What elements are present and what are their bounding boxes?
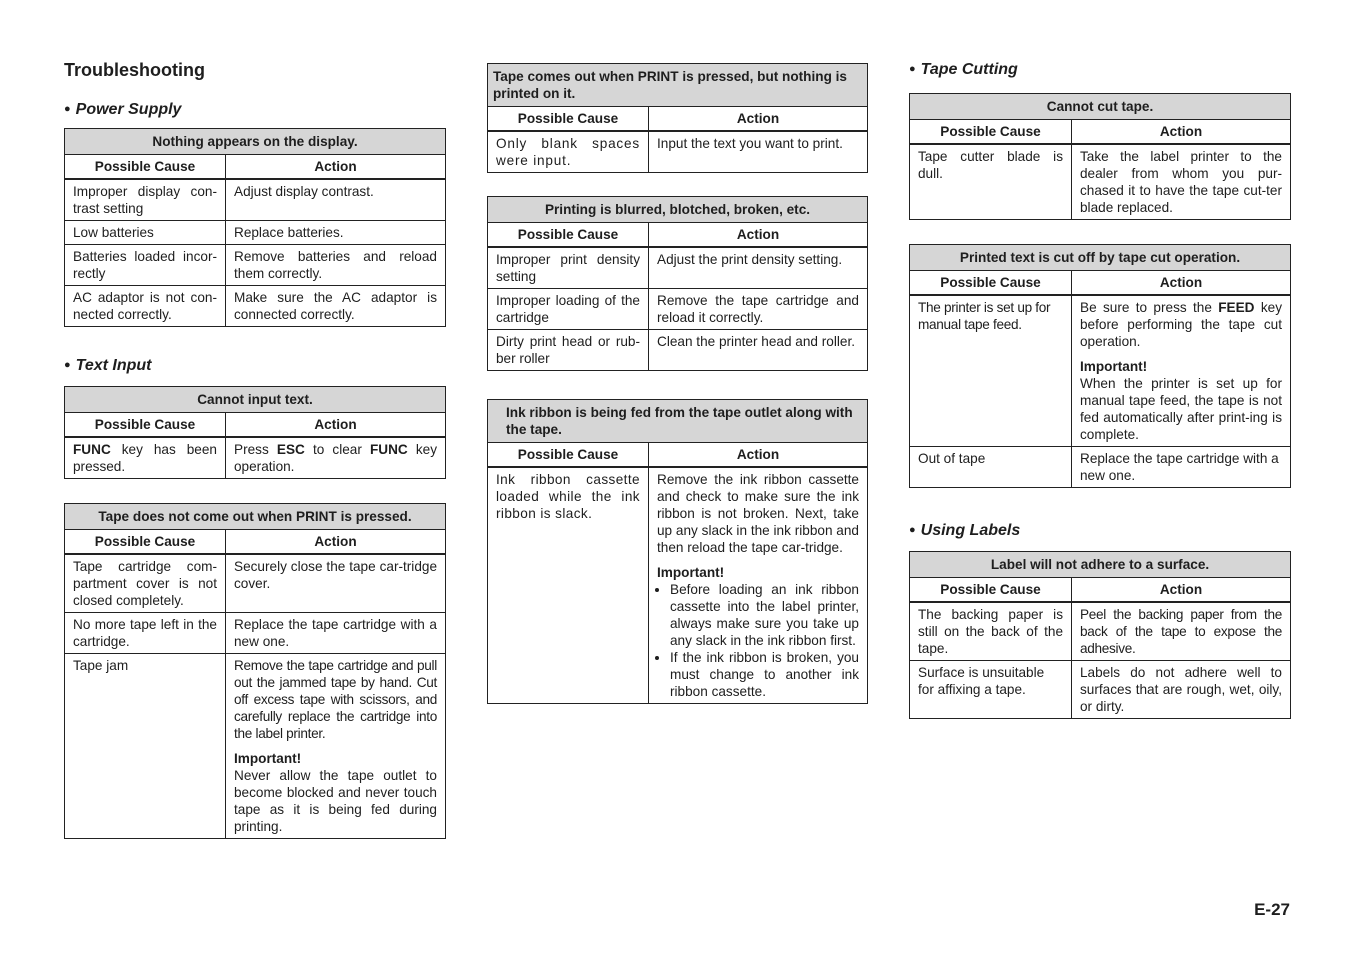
column-header-action: Action — [649, 107, 868, 132]
column-header-cause: Possible Cause — [65, 530, 226, 555]
action-text: Remove the ink ribbon cassette and check to make sure the ink ribbon is not broken. Next, take up any slack in the ink ribbon and then reload the tape car-tridge. — [657, 472, 859, 555]
column-header-action: Action — [226, 530, 446, 555]
list-item: • If the ink ribbon is broken, you must change to another ink ribbon cassette. — [670, 649, 859, 700]
cause-cell: Dirty print head or rub-ber roller — [488, 330, 649, 371]
table-row — [65, 245, 446, 286]
table-row — [65, 221, 446, 245]
important-label: Important! — [1080, 359, 1148, 374]
cause-cell: No more tape left in the cartridge. — [65, 613, 226, 654]
cause-cell: Ink ribbon cassette loaded while the ink ribbon is slack. — [488, 467, 649, 704]
table-title: Nothing appears on the display. — [65, 129, 446, 155]
column-header-cause: Possible Cause — [910, 578, 1072, 603]
table-row — [65, 437, 446, 479]
table-title: Ink ribbon is being fed from the tape outlet along with the tape. — [488, 400, 868, 443]
table-title: Cannot cut tape. — [910, 94, 1291, 120]
table-title: Cannot input text. — [65, 387, 446, 413]
page-title: Troubleshooting — [64, 60, 205, 80]
table-row — [488, 330, 868, 371]
column-header-cause: Possible Cause — [910, 120, 1072, 145]
section-title: Tape Cutting — [920, 61, 1018, 78]
section-title: Power Supply — [75, 101, 182, 118]
action-cell: Adjust display contrast. — [226, 179, 446, 221]
column-header-action: Action — [1072, 120, 1291, 145]
table-title: Tape does not come out when PRINT is pressed. — [65, 504, 446, 530]
key-name: FUNC — [369, 442, 408, 457]
action-cell: Remove batteries and reload them correctly. — [226, 245, 446, 286]
action-cell: Make sure the AC adaptor is connected correctly. — [226, 286, 446, 327]
action-cell — [226, 437, 446, 479]
column-header-action: Action — [649, 443, 868, 468]
action-text: to clear — [304, 442, 370, 457]
table-row — [910, 295, 1291, 447]
table-row — [910, 661, 1291, 719]
action-cell: Remove the tape cartridge and reload it correctly. — [649, 289, 868, 330]
important-label: Important! — [657, 565, 725, 580]
table-row — [910, 144, 1291, 220]
cause-cell: Low batteries — [65, 221, 226, 245]
table-title: Printing is blurred, blotched, broken, etc. — [488, 197, 868, 223]
action-cell: Replace batteries. — [226, 221, 446, 245]
cause-cell — [65, 437, 226, 479]
section-heading-tape-cutting — [909, 61, 1018, 79]
action-cell: Replace the tape cartridge with a new one. — [226, 613, 446, 654]
table-row — [910, 447, 1291, 488]
action-text: Remove the tape cartridge and pull out the jammed tape by hand. Cut off excess tape with scissors, and carefully replace the cartridge into the label printer. — [234, 658, 437, 741]
tape-no-output-table — [64, 503, 446, 839]
table-row — [65, 613, 446, 654]
cause-cell: AC adaptor is not con-nected correctly. — [65, 286, 226, 327]
column-header-action: Action — [226, 155, 446, 180]
column-header-cause: Possible Cause — [488, 223, 649, 248]
power-supply-table — [64, 128, 446, 327]
column-header-action: Action — [649, 223, 868, 248]
important-label: Important! — [234, 751, 302, 766]
cause-cell: Improper loading of the cartridge — [488, 289, 649, 330]
action-cell — [649, 467, 868, 704]
action-text: key operation. — [234, 442, 438, 474]
table-row — [488, 467, 868, 704]
bullet-icon: ● — [64, 359, 71, 371]
blurred-print-table — [487, 196, 868, 371]
column-header-cause: Possible Cause — [65, 155, 226, 180]
bullet-icon: ● — [909, 524, 916, 536]
section-title: Text Input — [75, 357, 152, 374]
cause-cell: Surface is unsuitable for affixing a tape. — [910, 661, 1072, 719]
action-cell — [1072, 295, 1291, 447]
cause-cell: Batteries loaded incor-rectly — [65, 245, 226, 286]
action-text — [1080, 299, 1282, 350]
column-header-action: Action — [1072, 578, 1291, 603]
table-row — [488, 289, 868, 330]
action-cell: Replace the tape cartridge with a new one. — [1072, 447, 1291, 488]
text-cut-off-table — [909, 244, 1291, 488]
list-item: • Before loading an ink ribbon cassette into the label printer, always make sure you take up any slack in the ink ribbon first. — [670, 581, 859, 649]
action-text-part: key before performing the tape cut operation. — [1080, 300, 1282, 349]
cause-text: key has been pressed. — [73, 442, 217, 474]
table-row — [488, 247, 868, 289]
table-title: Label will not adhere to a surface. — [910, 552, 1291, 578]
column-header-cause: Possible Cause — [65, 413, 226, 438]
bullet-icon: ● — [64, 103, 71, 115]
text-input-table — [64, 386, 446, 479]
action-text: Press — [234, 442, 277, 457]
action-cell — [226, 654, 446, 839]
table-row — [488, 131, 868, 173]
cause-cell: Tape jam — [65, 654, 226, 839]
cause-cell: The backing paper is still on the back of the tape. — [910, 602, 1072, 661]
table-title: Tape comes out when PRINT is pressed, but nothing is printed on it. — [488, 64, 868, 107]
cause-cell: Improper display con-trast setting — [65, 179, 226, 221]
action-cell: Adjust the print density setting. — [649, 247, 868, 289]
cause-cell: Out of tape — [910, 447, 1072, 488]
action-cell: Clean the printer head and roller. — [649, 330, 868, 371]
key-name: FEED — [1218, 300, 1255, 315]
important-text: When the printer is set up for manual tape feed, the tape is not fed automatically after print-ing is complete. — [1080, 376, 1282, 442]
column-header-cause: Possible Cause — [488, 443, 649, 468]
key-name: FUNC — [73, 442, 111, 457]
section-title: Using Labels — [920, 522, 1021, 539]
table-row — [65, 554, 446, 613]
table-row — [65, 654, 446, 839]
section-heading-power-supply — [64, 101, 181, 119]
cause-cell: Tape cutter blade is dull. — [910, 144, 1072, 220]
column-header-action: Action — [226, 413, 446, 438]
action-cell: Peel the backing paper from the back of the tape to expose the adhesive. — [1072, 602, 1291, 661]
cause-cell: Improper print density setting — [488, 247, 649, 289]
nothing-printed-table — [487, 63, 868, 173]
action-cell: Securely close the tape car-tridge cover. — [226, 554, 446, 613]
ink-ribbon-table — [487, 399, 868, 704]
action-cell: Labels do not adhere well to surfaces that are rough, wet, oily, or dirty. — [1072, 661, 1291, 719]
cause-cell: Tape cartridge com-partment cover is not closed completely. — [65, 554, 226, 613]
important-list — [657, 581, 859, 700]
action-text-part: Be sure to press the — [1080, 300, 1219, 315]
cannot-cut-table — [909, 93, 1291, 220]
table-row — [910, 602, 1291, 661]
table-title: Printed text is cut off by tape cut operation. — [910, 245, 1291, 271]
column-header-cause: Possible Cause — [488, 107, 649, 132]
section-heading-using-labels — [909, 522, 1020, 540]
column-header-cause: Possible Cause — [910, 271, 1072, 296]
page-number: E-27 — [1254, 900, 1290, 919]
label-adhere-table — [909, 551, 1291, 719]
cause-cell: The printer is set up for manual tape feed. — [910, 295, 1072, 447]
table-row — [65, 179, 446, 221]
column-header-action: Action — [1072, 271, 1291, 296]
action-cell: Input the text you want to print. — [649, 131, 868, 173]
key-name: ESC — [276, 442, 305, 457]
section-heading-text-input — [64, 357, 152, 375]
bullet-icon: ● — [909, 63, 916, 75]
table-row — [65, 286, 446, 327]
action-cell: Take the label printer to the dealer from whom you pur-chased it to have the tape cut-ter blade replaced. — [1072, 144, 1291, 220]
cause-cell: Only blank spaces were input. — [488, 131, 649, 173]
important-text: Never allow the tape outlet to become blocked and never touch tape as it is being fed during printing. — [234, 768, 437, 834]
